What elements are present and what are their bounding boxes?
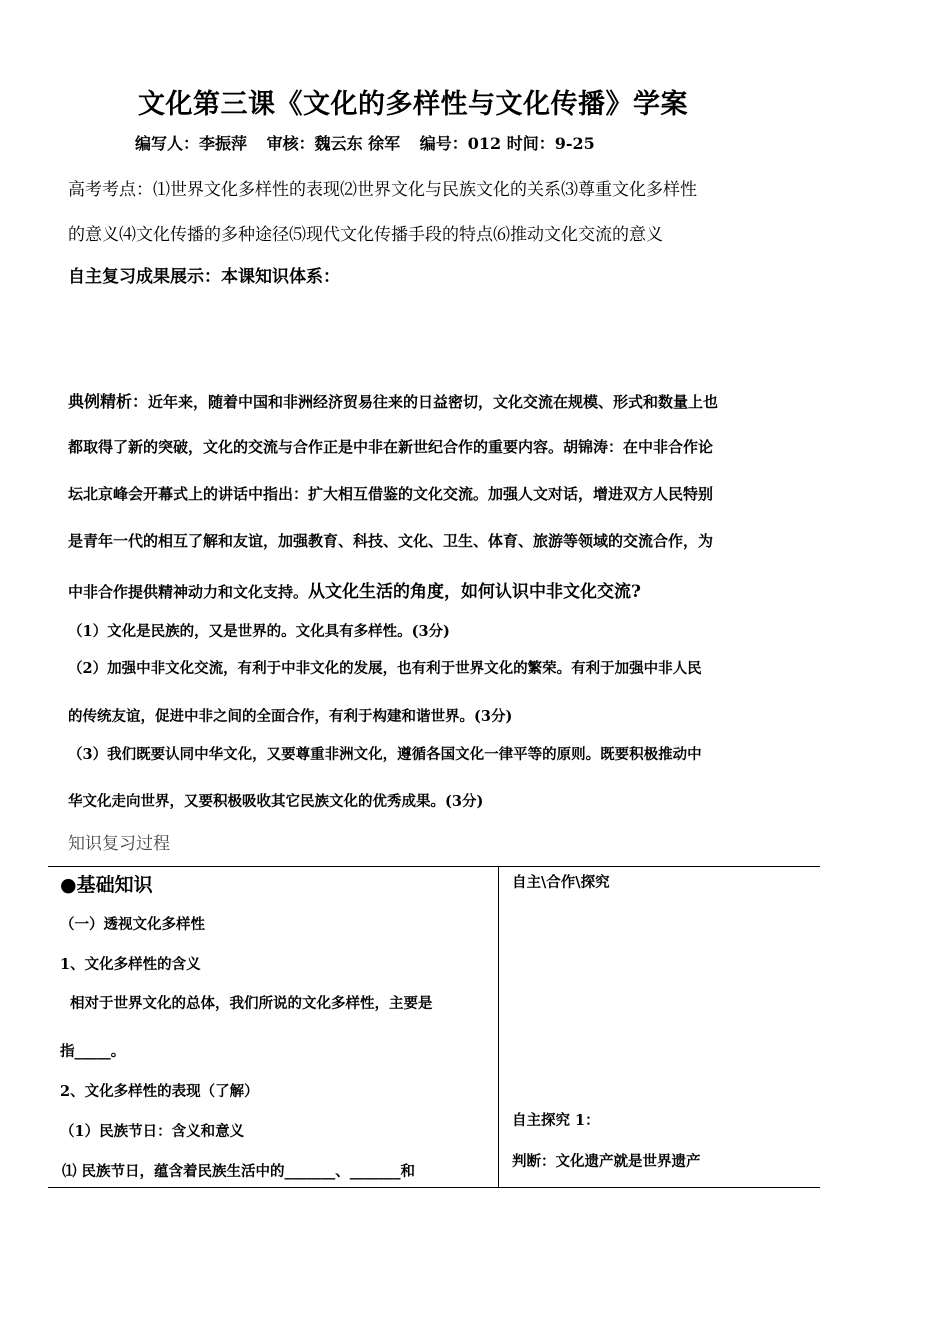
explore-heading: 自主\合作\探究 xyxy=(512,874,610,891)
example-question: 从文化生活的角度，如何认识中非文化交流? xyxy=(308,582,641,602)
answer-1: （1）文化是民族的，又是世界的。文化具有多样性。(3分) xyxy=(68,623,450,640)
example-line1 xyxy=(68,389,718,412)
item-1-text: 相对于世界文化的总体，我们所说的文化多样性，主要是 xyxy=(70,995,433,1012)
doc-number: 编号：012 时间：9-25 xyxy=(419,134,595,153)
header-meta xyxy=(135,131,609,154)
example-text5: 中非合作提供精神动力和文化支持。 xyxy=(68,583,309,601)
item-2-sub: （1）民族节日：含义和意义 xyxy=(60,1123,245,1140)
example-text1: 近年来，随着中国和非洲经济贸易往来的日益密切，文化交流在规模、形式和数量上也 xyxy=(148,393,719,411)
exam-points-line1: 高考考点：⑴世界文化多样性的表现⑵世界文化与民族文化的关系⑶尊重文化多样性 xyxy=(68,180,697,200)
reviewer: 审核：魏云东 徐军 xyxy=(266,134,401,153)
table-divider xyxy=(498,866,499,1187)
item-2-text: ⑴ 民族节日，蕴含着民族生活中的_______、_______和 xyxy=(62,1163,416,1180)
example-line5 xyxy=(68,577,641,602)
exam-points-line2: 的意义⑷文化传播的多种途径⑸现代文化传播手段的特点⑹推动文化交流的意义 xyxy=(68,225,663,245)
explore-1-judge: 判断：文化遗产就是世界遗产 xyxy=(512,1153,701,1170)
answer-3-line2: 华文化走向世界，又要积极吸收其它民族文化的优秀成果。(3分) xyxy=(68,793,484,810)
basic-knowledge-heading: ●基础知识 xyxy=(60,874,153,896)
author: 编写人：李振萍 xyxy=(135,134,248,153)
item-1-heading: 1、文化多样性的含义 xyxy=(60,956,201,973)
item-2-heading: 2、文化多样性的表现（了解） xyxy=(60,1083,259,1100)
page-title: 文化第三课《文化的多样性与文化传播》学案 xyxy=(138,89,688,120)
self-review-heading: 自主复习成果展示：本课知识体系： xyxy=(68,267,340,287)
answer-2-line2: 的传统友谊，促进中非之间的全面合作，有利于构建和谐世界。(3分) xyxy=(68,708,513,725)
section-heading: （一）透视文化多样性 xyxy=(60,916,205,933)
example-line2: 都取得了新的突破，文化的交流与合作正是中非在新世纪合作的重要内容。胡锦涛：在中非合作论 xyxy=(68,438,714,456)
process-title: 知识复习过程 xyxy=(68,834,170,854)
example-label: 典例精析： xyxy=(68,392,149,411)
explore-1-label: 自主探究 1： xyxy=(512,1112,600,1129)
item-1-blank: 指_____。 xyxy=(60,1043,126,1060)
example-line3: 坛北京峰会开幕式上的讲话中指出：扩大相互借鉴的文化交流。加强人文对话，增进双方人民特别 xyxy=(68,485,714,503)
answer-3-line1: （3）我们既要认同中华文化，又要尊重非洲文化，遵循各国文化一律平等的原则。既要积极推动中 xyxy=(68,746,702,763)
example-line4: 是青年一代的相互了解和友谊，加强教育、科技、文化、卫生、体育、旅游等领域的交流合作，为 xyxy=(68,532,714,550)
answer-2-line1: （2）加强中非文化交流，有利于中非文化的发展，也有利于世界文化的繁荣。有利于加强中非人民 xyxy=(68,660,702,677)
